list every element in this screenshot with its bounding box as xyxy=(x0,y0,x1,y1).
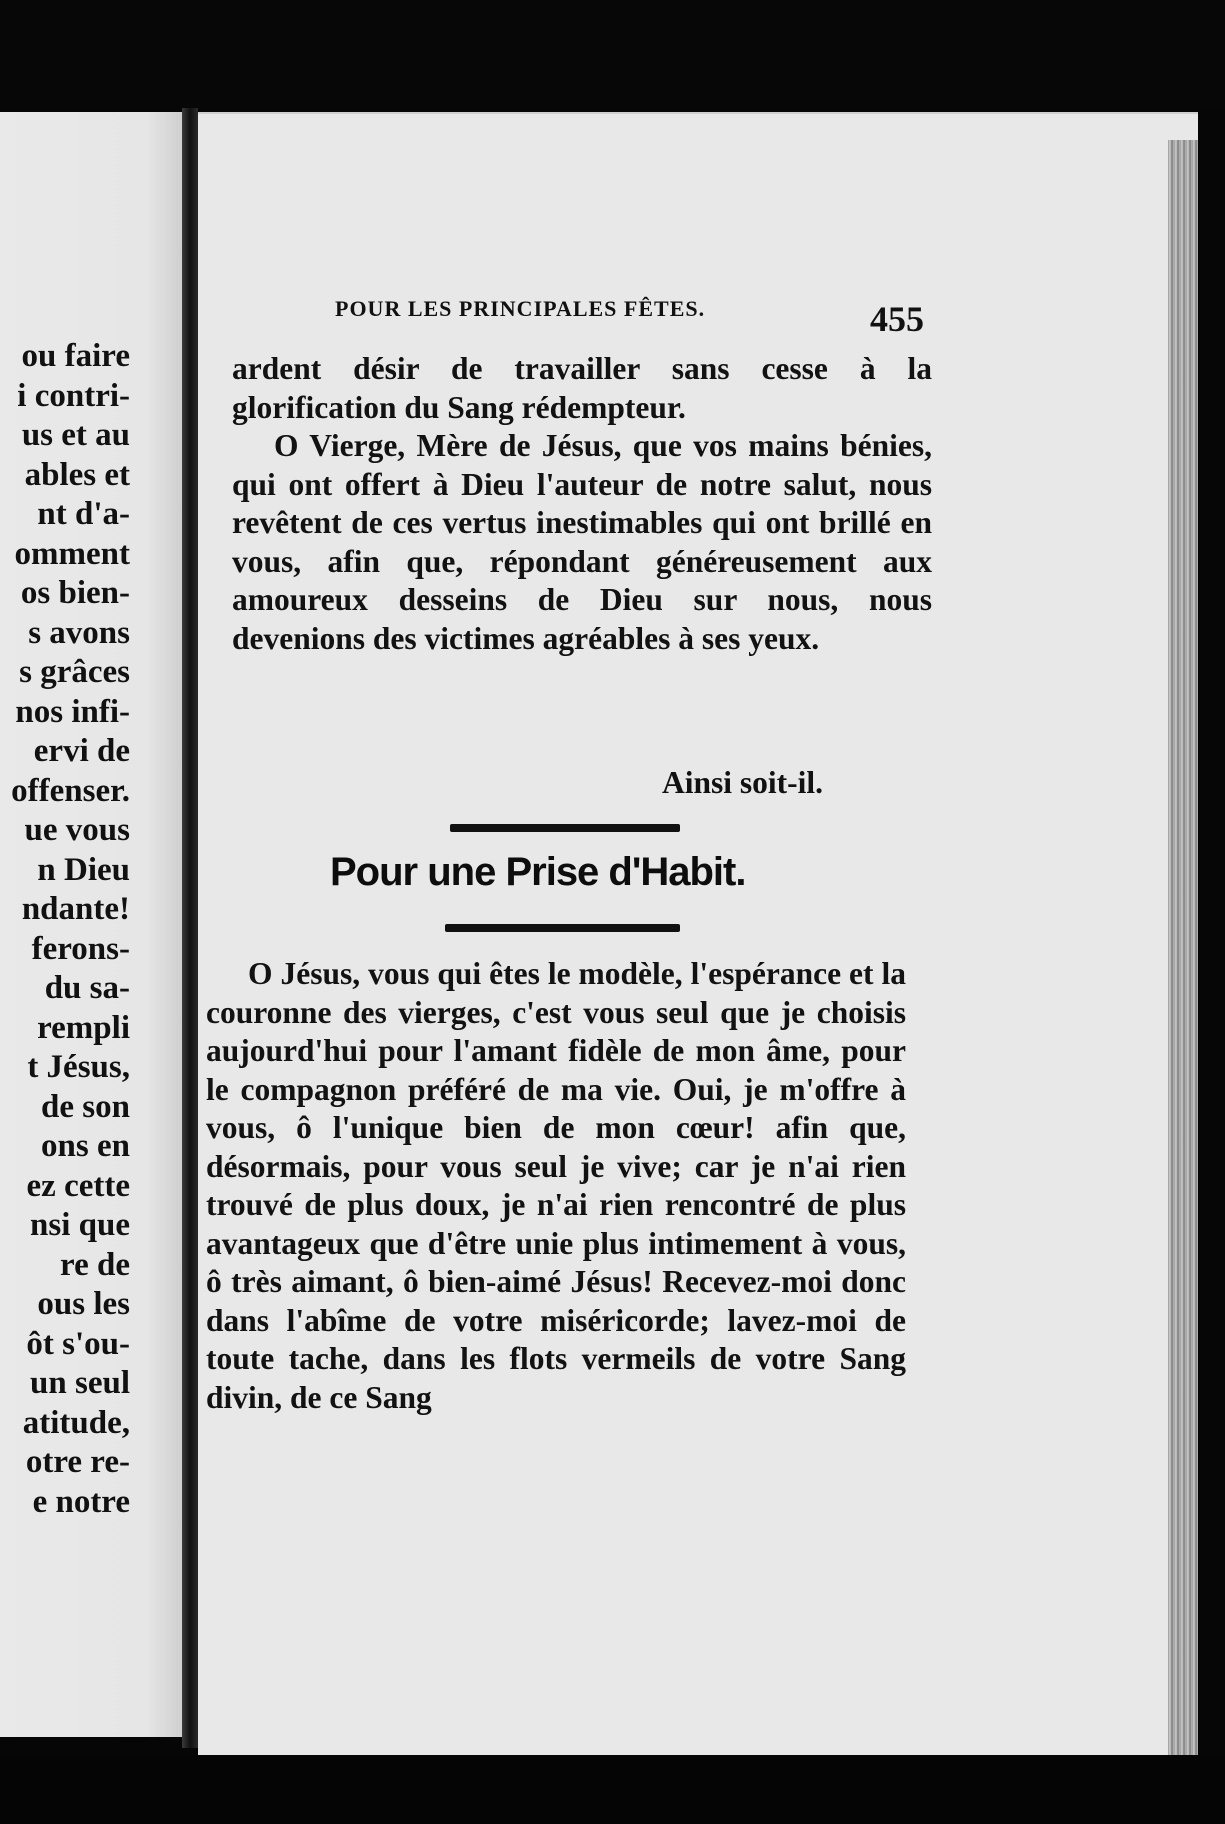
previous-page-line: nt d'a- xyxy=(37,496,130,532)
prayer-paragraph-vierge: O Vierge, Mère de Jésus, que vos mains bénies, qui ont offert à Dieu l'auteur de notre salut, nous revêtent de ces vertus inestimables qui ont brillé en vous, afin que, répondant généreusement aux amoureux desseins de Dieu sur nous, nous devenions des victimes agréables à ses yeux. xyxy=(232,428,932,656)
book-gutter xyxy=(182,108,198,1748)
previous-page-line: ferons- xyxy=(31,930,130,967)
previous-page-line: otre re- xyxy=(25,1444,130,1480)
running-head: POUR LES PRINCIPALES FÊTES. xyxy=(335,296,706,321)
previous-page-line: ez cette xyxy=(26,1167,130,1204)
previous-page-line: os bien- xyxy=(20,575,130,611)
previous-page-line: i contri- xyxy=(17,377,130,414)
previous-page-line: nos infi- xyxy=(15,693,130,730)
previous-page-line: ons en xyxy=(41,1128,130,1164)
previous-page-line: s avons xyxy=(28,614,130,651)
previous-page-line: rempli xyxy=(37,1009,130,1046)
scan-background-top xyxy=(0,0,1225,110)
previous-page-line: ervi de xyxy=(33,733,130,769)
page-number: 455 xyxy=(870,299,924,339)
previous-page-line: un seul xyxy=(30,1365,130,1401)
ornamental-rule-bottom xyxy=(445,924,680,932)
previous-page-line: ue vous xyxy=(24,812,130,848)
previous-page-line: omment xyxy=(14,535,130,572)
previous-page-line: nsi que xyxy=(30,1207,130,1243)
previous-page-line: ou faire xyxy=(21,338,130,374)
previous-page-line: ous les xyxy=(37,1286,130,1322)
scan-background-bottom xyxy=(0,1755,1225,1824)
section-title: Pour une Prise d'Habit. xyxy=(330,850,746,894)
previous-page-line: offenser. xyxy=(11,772,130,809)
previous-page-line: atitude, xyxy=(22,1404,130,1441)
previous-page-line: e notre xyxy=(32,1483,130,1520)
prayer-continuation: ardent désir de travailler sans cesse à la glorification du Sang rédempteur. xyxy=(232,351,932,425)
previous-page-line: ndante! xyxy=(21,891,130,927)
previous-page-line: re de xyxy=(60,1246,130,1283)
previous-page-line: us et au xyxy=(21,417,130,453)
ornamental-rule-top xyxy=(450,824,680,832)
prayer-prise-habit-block xyxy=(206,955,906,1417)
previous-page-line: ôt s'ou- xyxy=(26,1325,130,1362)
previous-page-text xyxy=(11,337,130,1522)
prayer-paragraph-jesus: O Jésus, vous qui êtes le modèle, l'espérance et la couronne des vierges, c'est vous seul que je choisis aujourd'hui pour l'amant fidèle de mon âme, pour le compagnon préféré de ma vie. Oui, je m'offre à vous, ô l'unique bien de mon cœur! afin que, désormais, pour vous seul je vive; car je n'ai rien trouvé de plus doux, je n'ai rien rencontré de plus avantageux que d'être unie plus intimement à vous, ô très aimant, ô bien-aimé Jésus! Recevez-moi donc dans l'abîme de votre miséricorde; lavez-moi de toute tache, dans les flots vermeils de votre Sang divin, de ce Sang xyxy=(206,956,906,1415)
prayer-continuation-block xyxy=(232,350,932,658)
previous-page-line: du sa- xyxy=(44,970,130,1006)
previous-page-line: n Dieu xyxy=(37,851,130,888)
previous-page-fragment xyxy=(0,112,182,1737)
closing-amen: Ainsi soit-il. xyxy=(662,765,824,800)
previous-page-line: ables et xyxy=(24,456,130,493)
page-edges xyxy=(1168,140,1198,1760)
previous-page-line: t Jésus, xyxy=(27,1049,130,1085)
previous-page-line: de son xyxy=(41,1088,130,1125)
previous-page-line: s grâces xyxy=(19,654,130,690)
